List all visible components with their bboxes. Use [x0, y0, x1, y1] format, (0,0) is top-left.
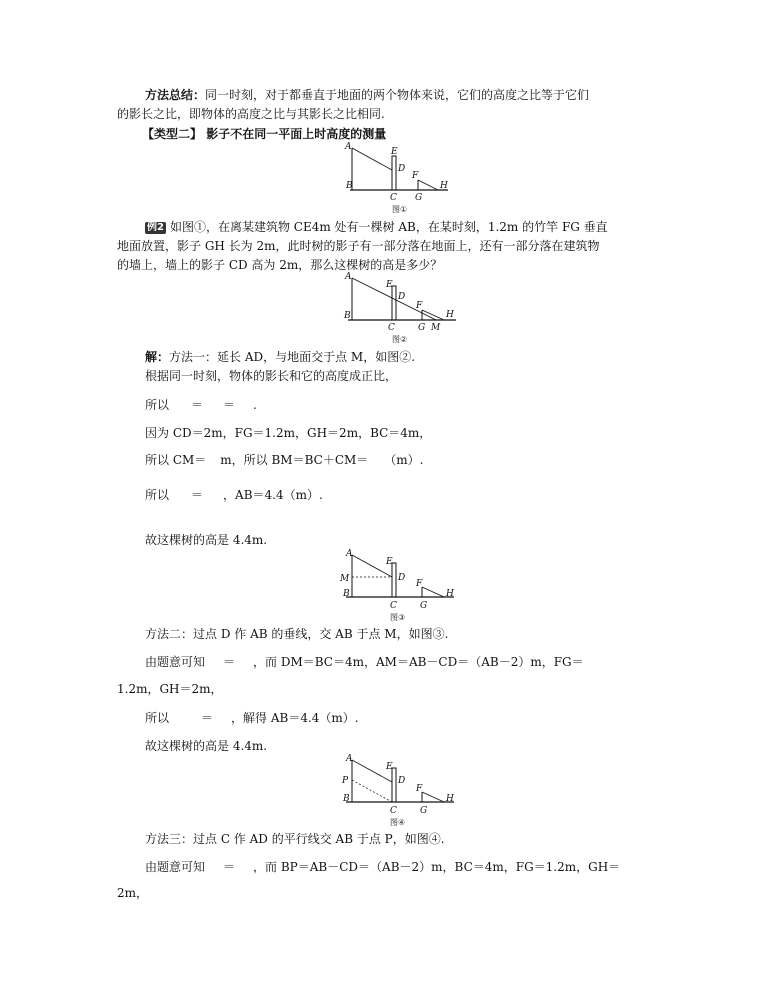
example-line-2: 地面放置，影子 GH 长为 2m，此时树的影子有一部分落在地面上，还有一部分落在建筑物: [117, 239, 600, 253]
solution-m1-intro: [145, 349, 415, 365]
solution-label: 解：: [145, 350, 170, 364]
fig2-label-m: M: [431, 323, 441, 333]
m1-cm-c: （m）.: [384, 453, 424, 467]
m1-ab-eq: ＝: [191, 488, 204, 502]
m1-so-label: 所以: [145, 398, 170, 412]
fig1-caption: 图①: [392, 205, 408, 214]
summary-line-2: 的影长之比，即物体的高度之比与其影长之比相同.: [117, 107, 385, 121]
fig1-label-h: H: [440, 181, 448, 191]
m3-known-eq: ＝: [223, 860, 236, 874]
fig2-label-f: F: [416, 301, 423, 311]
m2-known: [145, 654, 584, 670]
fig4-label-f: F: [416, 784, 423, 794]
fig3-label-f: F: [416, 579, 423, 589]
figure-2: [340, 270, 465, 346]
example-line-3: 的墙上，墙上的影子 CD 高为 2m，那么这棵树的高是多少？: [117, 258, 443, 272]
fig3-label-d: D: [398, 573, 406, 583]
fig1-label-f: F: [412, 171, 419, 181]
summary-line-1: [145, 87, 589, 103]
example-line-1: [145, 219, 608, 235]
m3-known: [145, 859, 620, 875]
m1-ab-a: 所以: [145, 488, 170, 502]
fig2-label-d: D: [398, 292, 406, 302]
m3-known-a: 由题意可知: [145, 860, 206, 874]
fig3-label-b: B: [343, 589, 350, 599]
fig1-label-c: C: [390, 193, 397, 203]
fig1-label-b: B: [346, 181, 353, 191]
fig1-label-g: G: [415, 193, 423, 203]
fig4-label-e: E: [386, 762, 393, 772]
fig4-label-p: P: [342, 776, 349, 786]
m2-so-c: ，解得 AB＝4.4（m）.: [231, 711, 359, 725]
m2-so-eq: ＝: [201, 711, 214, 725]
fig4-label-a: A: [346, 754, 353, 764]
fig4-caption: 图④: [390, 818, 406, 827]
fig3-label-g: G: [420, 601, 428, 611]
fig3-label-e: E: [386, 557, 393, 567]
m1-given: 因为 CD＝2m，FG＝1.2m，GH＝2m，BC＝4m，: [145, 426, 432, 440]
m1-cm-a: 所以 CM＝: [145, 453, 207, 467]
section-prefix: 【类型二】: [142, 127, 203, 141]
summary-label: 方法总结：: [145, 88, 206, 102]
fig3-caption: 图③: [390, 613, 406, 622]
example-badge: 例2: [147, 222, 164, 233]
m1-ab-c: ，AB＝4.4（m）.: [223, 488, 323, 502]
m3-known-c: ，而 BP＝AB－CD＝（AB－2）m，BC＝4m，FG＝1.2m，GH＝: [253, 860, 621, 874]
m1-intro-text: 方法一：延长 AD，与地面交于点 M，如图②.: [169, 350, 416, 364]
m1-cm: [145, 452, 424, 468]
m1-eq-2: ＝: [223, 398, 236, 412]
m3-intro: 方法三：过点 C 作 AD 的平行线交 AB 于点 P，如图④.: [145, 832, 445, 846]
m2-known-a: 由题意可知: [145, 655, 206, 669]
m1-conclusion: 故这棵树的高是 4.4m.: [145, 533, 268, 547]
m1-eq-1: ＝: [191, 398, 204, 412]
m2-intro: 方法二：过点 D 作 AB 的垂线，交 AB 于点 M，如图③.: [145, 627, 449, 641]
m2-known-c: ，而 DM＝BC＝4m，AM＝AB－CD＝（AB－2）m，FG＝: [253, 655, 584, 669]
fig2-label-b: B: [344, 311, 351, 321]
m3-known-cont: 2m，: [117, 886, 149, 900]
fig2-label-g: G: [418, 323, 426, 333]
m2-so: [145, 710, 359, 726]
fig3-label-c: C: [390, 601, 397, 611]
fig3-label-m: M: [340, 574, 350, 584]
fig3-label-h: H: [446, 589, 454, 599]
m1-period: .: [253, 398, 257, 412]
section-title: 影子不在同一平面上时高度的测量: [206, 127, 387, 141]
summary-text-1: 同一时刻，对于都垂直于地面的两个物体来说，它们的高度之比等于它们: [205, 88, 590, 102]
fig2-caption: 图②: [392, 335, 408, 344]
figure-4: [338, 752, 463, 830]
fig3-label-a: A: [346, 549, 353, 559]
fig4-label-c: C: [390, 806, 397, 816]
example-text-1: 如图①，在离某建筑物 CE4m 处有一棵树 AB，在某时刻，1.2m 的竹竿 FG 垂直: [169, 220, 608, 234]
fig4-label-h: H: [446, 794, 454, 804]
fig1-label-d: D: [398, 164, 406, 174]
fig4-label-b: B: [343, 794, 350, 804]
fig4-label-d: D: [398, 776, 406, 786]
fig1-label-a: A: [345, 142, 352, 152]
m2-so-a: 所以: [145, 711, 170, 725]
fig2-label-e: E: [386, 280, 393, 290]
m1-proportion: [145, 397, 257, 413]
figure-3: [338, 547, 463, 625]
m2-known-cont: 1.2m，GH＝2m，: [117, 682, 223, 696]
solution-m1-rule: 根据同一时刻，物体的影长和它的高度成正比，: [145, 369, 398, 383]
figure-1: [340, 140, 460, 216]
fig2-label-h: H: [446, 310, 454, 320]
fig1-label-e: E: [391, 147, 398, 157]
m2-known-eq: ＝: [223, 655, 236, 669]
m2-conclusion: 故这棵树的高是 4.4m.: [145, 739, 268, 753]
m1-cm-b: m，所以 BM＝BC＋CM＝: [220, 453, 369, 467]
fig2-label-a: A: [345, 272, 352, 282]
fig4-label-g: G: [420, 806, 428, 816]
fig2-label-c: C: [388, 323, 395, 333]
m1-ab: [145, 487, 323, 503]
